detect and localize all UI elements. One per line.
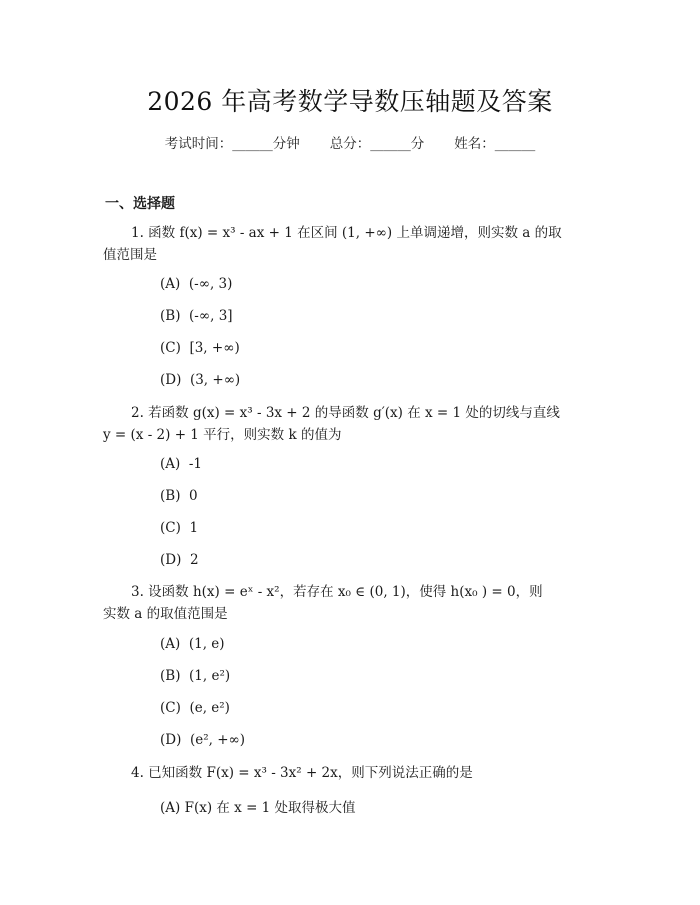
q2-option-a: (A) -1 bbox=[160, 456, 203, 472]
question-3-line-1: 3. 设函数 h(x) = eˣ - x²，若存在 x₀ ∈ (0, 1)，使得 h(x₀ ) = 0，则 bbox=[131, 584, 543, 600]
q1-option-c: (C) [3, +∞) bbox=[160, 340, 240, 356]
q4-option-a: (A) F(x) 在 x = 1 处取得极大值 bbox=[160, 800, 356, 816]
exam-time-label: 考试时间：______分钟 bbox=[164, 136, 300, 152]
q3-option-c: (C) (e, e²) bbox=[160, 700, 230, 716]
total-score-label: 总分：______分 bbox=[329, 136, 425, 152]
q1-option-a: (A) (-∞, 3) bbox=[160, 276, 233, 292]
q1-option-d: (D) (3, +∞) bbox=[160, 372, 241, 388]
q3-option-a: (A) (1, e) bbox=[160, 636, 225, 652]
question-2-line-2: y = (x - 2) + 1 平行，则实数 k 的值为 bbox=[103, 427, 342, 443]
question-1 bbox=[103, 222, 603, 266]
section-heading-choice: 一、选择题 bbox=[105, 196, 175, 212]
question-2 bbox=[103, 402, 603, 446]
question-4 bbox=[103, 762, 603, 784]
question-1-line-1: 1. 函数 f(x) = x³ - ax + 1 在区间 (1, +∞) 上单调递增，则实数 a 的取 bbox=[131, 225, 562, 241]
question-1-line-2: 值范围是 bbox=[103, 247, 157, 263]
question-3-line-2: 实数 a 的取值范围是 bbox=[103, 606, 228, 622]
page-title: 2026 年高考数学导数压轴题及答案 bbox=[147, 87, 553, 116]
exam-meta bbox=[0, 132, 700, 152]
question-2-line-1: 2. 若函数 g(x) = x³ - 3x + 2 的导函数 g′(x) 在 x = 1 处的切线与直线 bbox=[131, 405, 560, 421]
q3-option-d: (D) (e², +∞) bbox=[160, 732, 246, 748]
student-name-label: 姓名：______ bbox=[454, 136, 536, 152]
question-4-line-1: 4. 已知函数 F(x) = x³ - 3x² + 2x，则下列说法正确的是 bbox=[131, 765, 473, 781]
q2-option-b: (B) 0 bbox=[160, 488, 198, 504]
q3-option-b: (B) (1, e²) bbox=[160, 668, 231, 684]
q2-option-c: (C) 1 bbox=[160, 520, 199, 536]
q1-option-b: (B) (-∞, 3] bbox=[160, 308, 233, 324]
q2-option-d: (D) 2 bbox=[160, 552, 199, 568]
question-3 bbox=[103, 581, 603, 625]
